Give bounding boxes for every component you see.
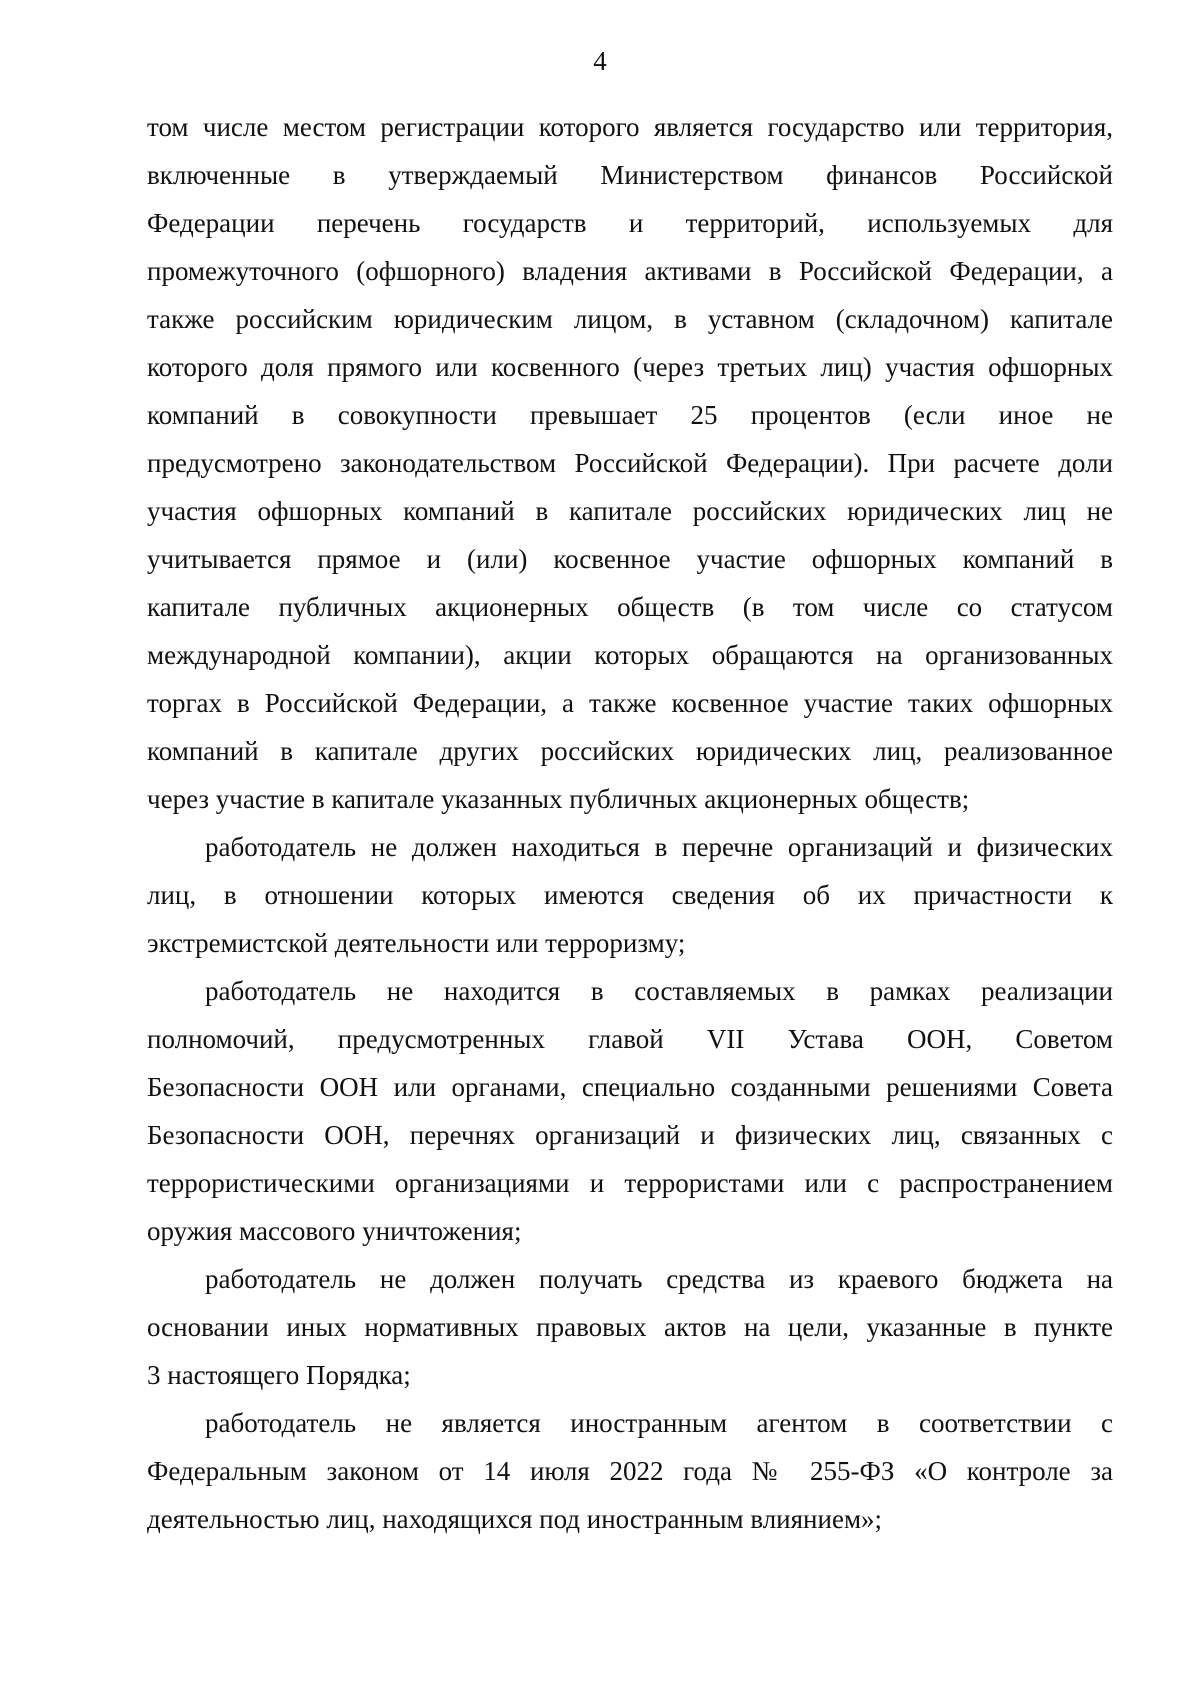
text-line: работодатель не находится в составляемых в рамках реализации (205, 976, 1113, 1006)
text-line: Безопасности ООН или органами, специально созданными решениями Совета (147, 1072, 1113, 1102)
text-line: включенные в утверждаемый Министерством финансов Российской (147, 160, 1113, 190)
paragraph (147, 1255, 1113, 1399)
paragraph (147, 103, 1113, 823)
text-line: компаний в капитале других российских юридических лиц, реализованное (147, 736, 1113, 766)
text-line: которого доля прямого или косвенного (через третьих лиц) участия офшорных (147, 352, 1113, 382)
text-line: работодатель не является иностранным агентом в соответствии с (205, 1408, 1113, 1438)
text-line: экстремистской деятельности или терроризму; (147, 928, 686, 958)
text-line: Федеральным законом от 14 июля 2022 года № 255-ФЗ «О контроле за (147, 1456, 1113, 1486)
text-line: промежуточного (офшорного) владения активами в Российской Федерации, а (147, 256, 1113, 286)
paragraph (147, 823, 1113, 967)
text-line: том числе местом регистрации которого является государство или территория, (147, 112, 1113, 142)
text-line: полномочий, предусмотренных главой VII Устава ООН, Советом (147, 1024, 1113, 1054)
text-line: также российским юридическим лицом, в уставном (складочном) капитале (147, 304, 1113, 334)
text-line: Безопасности ООН, перечнях организаций и физических лиц, связанных с (147, 1120, 1113, 1150)
text-line: оружия массового уничтожения; (147, 1216, 522, 1246)
paragraph (147, 967, 1113, 1255)
text-line: работодатель не должен получать средства из краевого бюджета на (205, 1264, 1113, 1294)
text-line: через участие в капитале указанных публичных акционерных обществ; (147, 784, 970, 814)
text-line: участия офшорных компаний в капитале российских юридических лиц не (147, 496, 1113, 526)
text-line: компаний в совокупности превышает 25 процентов (если иное не (147, 400, 1113, 430)
text-line: учитывается прямое и (или) косвенное участие офшорных компаний в (147, 544, 1113, 574)
text-line: 3 настоящего Порядка; (147, 1360, 411, 1390)
paragraph (147, 1399, 1113, 1543)
text-line: торгах в Российской Федерации, а также косвенное участие таких офшорных (147, 688, 1113, 718)
text-line: основании иных нормативных правовых актов на цели, указанные в пункте (147, 1312, 1113, 1342)
text-line: работодатель не должен находиться в перечне организаций и физических (205, 832, 1113, 862)
text-line: международной компании), акции которых обращаются на организованных (147, 640, 1113, 670)
text-line: Федерации перечень государств и территорий, используемых для (147, 208, 1113, 238)
text-line: террористическими организациями и террористами или с распространением (147, 1168, 1113, 1198)
text-line: лиц, в отношении которых имеются сведения об их причастности к (147, 880, 1113, 910)
text-line: деятельностью лиц, находящихся под иностранным влиянием»; (147, 1504, 883, 1534)
page-number: 4 (593, 46, 607, 76)
text-line: капитале публичных акционерных обществ (в том числе со статусом (147, 592, 1113, 622)
document-body (147, 103, 1113, 1543)
text-line: предусмотрено законодательством Российской Федерации). При расчете доли (147, 448, 1113, 478)
